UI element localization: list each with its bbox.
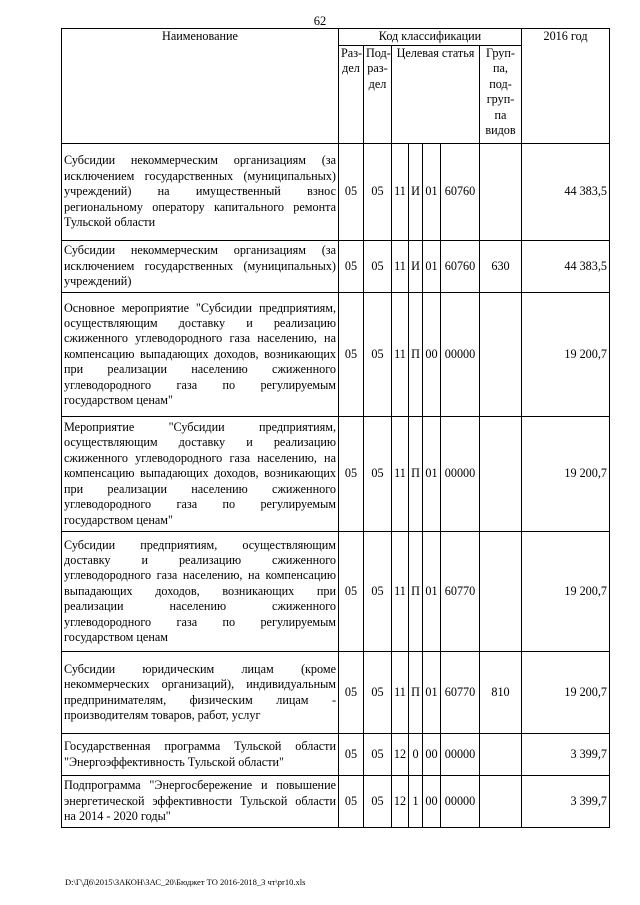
row-name: Мероприятие "Субсидии предприятиям, осуществляющим доставку и реализацию сжиженного углеводородного газа населению, на компенсацию выпадающих доходов, возникающих при реализации населению сжиженного углеводородного газа по регулируемым государством ценам" (62, 417, 339, 532)
row-group (480, 776, 522, 828)
row-subsection: 05 (364, 652, 392, 734)
row-group (480, 144, 522, 241)
row-name: Основное мероприятие "Субсидии предприятиям, осуществляющим доставку и реализацию сжиженного углеводородного газа населению, на компенсацию выпадающих доходов, возникающих при реализации населению сжиженного углеводородного газа по регулируемым государством ценам" (62, 293, 339, 417)
row-amount: 19 200,7 (522, 532, 610, 652)
row-target-1: 12 (392, 776, 409, 828)
header-name: Наименование (62, 29, 339, 144)
row-subsection: 05 (364, 734, 392, 776)
header-year: 2016 год (522, 29, 610, 144)
row-section: 05 (339, 776, 364, 828)
row-amount: 3 399,7 (522, 776, 610, 828)
row-name: Подпрограмма "Энергосбережение и повышение энергетической эффективности Тульской области на 2014 - 2020 годы" (62, 776, 339, 828)
row-target-2: И (409, 241, 423, 293)
table-row (62, 734, 610, 776)
row-target-2: П (409, 417, 423, 532)
row-target-4: 60770 (441, 652, 480, 734)
row-target-1: 11 (392, 532, 409, 652)
footer-file-path: D:\Г\Д6\2015\ЗАКОН\ЗАС_20\Бюджет ТО 2016-2018_3 чт\pr10.xls (65, 877, 306, 887)
row-target-3: 01 (423, 144, 441, 241)
row-group: 810 (480, 652, 522, 734)
row-name: Субсидии предприятиям, осуществляющим доставку и реализацию сжиженного углеводородного газа населению, на компенсацию выпадающих доходов, возникающих при реализации населению сжиженного углеводородного газа по регулируемым государством ценам (62, 532, 339, 652)
row-target-3: 01 (423, 532, 441, 652)
row-target-2: И (409, 144, 423, 241)
row-name: Государственная программа Тульской области "Энергоэффективность Тульской области" (62, 734, 339, 776)
row-target-1: 11 (392, 144, 409, 241)
row-group (480, 734, 522, 776)
row-name: Субсидии некоммерческим организациям (за исключением государственных (муниципальных) учреждений) (62, 241, 339, 293)
row-group (480, 417, 522, 532)
row-group (480, 293, 522, 417)
row-subsection: 05 (364, 241, 392, 293)
row-target-2: П (409, 652, 423, 734)
table-row (62, 417, 610, 532)
row-amount: 19 200,7 (522, 652, 610, 734)
row-section: 05 (339, 293, 364, 417)
row-name: Субсидии некоммерческим организациям (за исключением государственных (муниципальных) учреждений) на имущественный взнос региональному оператору капитального ремонта Тульской области (62, 144, 339, 241)
row-target-2: 0 (409, 734, 423, 776)
row-amount: 44 383,5 (522, 241, 610, 293)
row-section: 05 (339, 241, 364, 293)
row-target-3: 01 (423, 652, 441, 734)
row-subsection: 05 (364, 293, 392, 417)
row-subsection: 05 (364, 776, 392, 828)
row-target-4: 60770 (441, 532, 480, 652)
table-row (62, 241, 610, 293)
row-target-3: 01 (423, 417, 441, 532)
row-target-3: 00 (423, 776, 441, 828)
row-target-3: 00 (423, 734, 441, 776)
row-name: Субсидии юридическим лицам (кроме некоммерческих организаций), индивидуальным предпринимателям, физическим лицам - производителям товаров, работ, услуг (62, 652, 339, 734)
row-section: 05 (339, 652, 364, 734)
row-target-4: 60760 (441, 144, 480, 241)
row-target-1: 11 (392, 241, 409, 293)
row-amount: 19 200,7 (522, 417, 610, 532)
table-row (62, 293, 610, 417)
row-subsection: 05 (364, 417, 392, 532)
row-group (480, 532, 522, 652)
row-subsection: 05 (364, 532, 392, 652)
row-subsection: 05 (364, 144, 392, 241)
table-header-row (62, 29, 610, 46)
row-target-4: 00000 (441, 293, 480, 417)
row-target-4: 60760 (441, 241, 480, 293)
header-group: Груп-па, под-груп-па видов (480, 46, 522, 144)
row-target-1: 11 (392, 293, 409, 417)
row-section: 05 (339, 144, 364, 241)
row-section: 05 (339, 417, 364, 532)
table-row (62, 144, 610, 241)
table-row (62, 652, 610, 734)
table-row (62, 532, 610, 652)
row-target-2: 1 (409, 776, 423, 828)
budget-table (61, 28, 610, 828)
row-section: 05 (339, 734, 364, 776)
header-classification: Код классификации (339, 29, 522, 46)
row-target-4: 00000 (441, 776, 480, 828)
row-target-2: П (409, 532, 423, 652)
table-row (62, 776, 610, 828)
row-amount: 19 200,7 (522, 293, 610, 417)
page-number: 62 (313, 14, 327, 28)
header-section: Раз-дел (339, 46, 364, 144)
row-target-4: 00000 (441, 417, 480, 532)
row-amount: 3 399,7 (522, 734, 610, 776)
row-target-1: 12 (392, 734, 409, 776)
row-target-1: 11 (392, 652, 409, 734)
header-subsection: Под-раз-дел (364, 46, 392, 144)
row-section: 05 (339, 532, 364, 652)
row-target-3: 01 (423, 241, 441, 293)
row-target-2: П (409, 293, 423, 417)
header-target-article: Целевая статья (392, 46, 480, 144)
row-target-4: 00000 (441, 734, 480, 776)
row-target-3: 00 (423, 293, 441, 417)
row-target-1: 11 (392, 417, 409, 532)
row-group: 630 (480, 241, 522, 293)
row-amount: 44 383,5 (522, 144, 610, 241)
